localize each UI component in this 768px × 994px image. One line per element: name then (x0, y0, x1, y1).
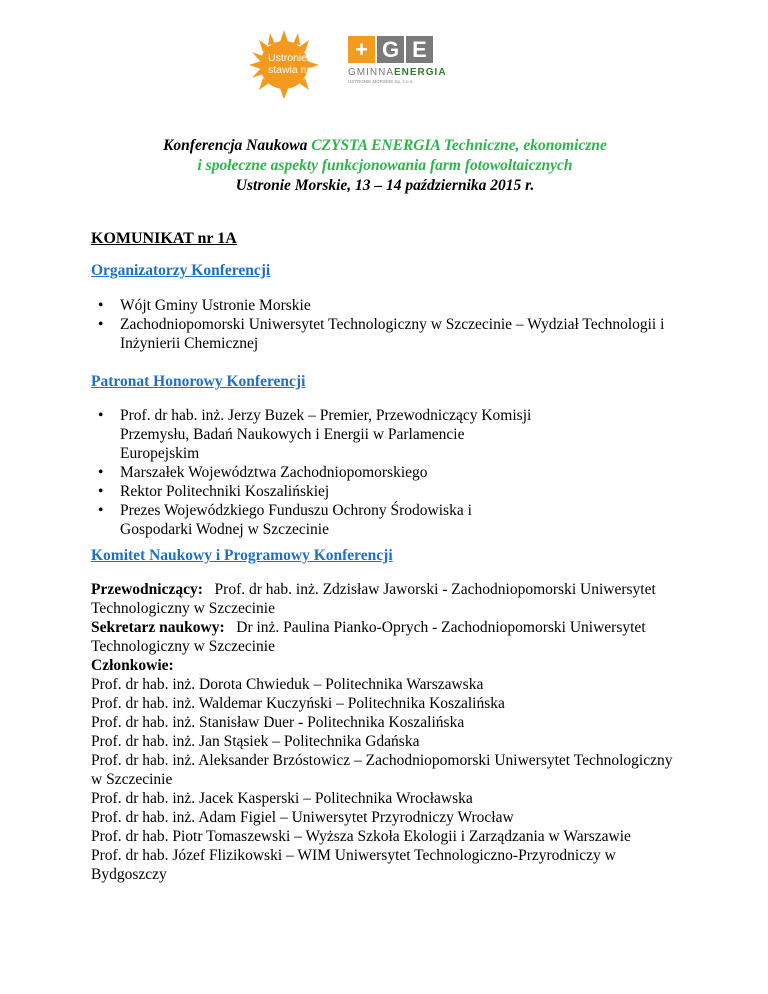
secretary-value: Dr inż. Paulina Pianko-Oprych - Zachodniopomorski Uniwersytet Technologiczny w Szczecinie (91, 619, 646, 655)
chair-label: Przewodniczący: (91, 581, 203, 598)
ge-plus-box: + (348, 36, 375, 63)
header-line1-prefix: Konferencja Naukowa (163, 137, 312, 154)
sun-logo-line2: stawia na słońce (268, 64, 346, 76)
komunikat-title: KOMUNIKAT nr 1A (91, 230, 237, 247)
chair-row (91, 580, 681, 618)
list-item: • Zachodniopomorski Uniwersytet Technologiczny w Szczecinie – Wydział Technologii i Inżynierii Chemicznej (98, 315, 678, 353)
secretary-row (91, 618, 681, 656)
member-row: Prof. dr hab. Piotr Tomaszewski – Wyższa Szkoła Ekologii i Zarządzania w Warszawie (91, 828, 631, 845)
header-line1-title: CZYSTA ENERGIA Techniczne, ekonomiczne (311, 137, 607, 154)
list-item: • Rektor Politechniki Koszalińskiej (98, 482, 538, 501)
member-row: Prof. dr hab. Józef Flizikowski – WIM Uniwersytet Technologiczno-Przyrodniczy w Bydgoszczy (91, 847, 616, 883)
ustronie-morskie-logo (238, 28, 347, 98)
members-label-text: Członkowie: (91, 657, 174, 674)
committee-body (91, 580, 681, 884)
ge-gmina-text: GMINNA (348, 67, 394, 78)
header-line1 (60, 136, 710, 156)
ge-energia-text: ENERGIA (394, 67, 447, 78)
conference-header (60, 136, 710, 196)
patronage-list (98, 406, 538, 539)
member-row: Prof. dr hab. inż. Jan Stąsiek – Politechnika Gdańska (91, 733, 420, 750)
member-row: Prof. dr hab. inż. Waldemar Kuczyński – Politechnika Koszalińska (91, 695, 505, 712)
list-item: • Prezes Wojewódzkiego Funduszu Ochrony Środowiska i Gospodarki Wodnej w Szczecinie (98, 501, 540, 539)
ge-e-box: E (406, 36, 433, 63)
header-line3-date: Ustronie Morskie, 13 – 14 października 2015 r. (235, 177, 535, 194)
ge-g-box: G (377, 36, 404, 63)
sun-logo-text (268, 52, 348, 76)
member-row: Prof. dr hab. inż. Aleksander Brzóstowicz – Zachodniopomorski Uniwersytet Technologiczny w Szczecinie (91, 752, 673, 788)
member-row: Prof. dr hab. inż. Jacek Kasperski – Politechnika Wrocławska (91, 790, 473, 807)
header-line2: i społeczne aspekty funkcjonowania farm fotowoltaicznych (197, 157, 573, 174)
committee-title: Komitet Naukowy i Programowy Konferencji (91, 547, 393, 564)
organizers-title: Organizatorzy Konferencji (91, 262, 271, 279)
sun-logo-line1: Ustronie Morskie (268, 52, 347, 64)
chair-value: Prof. dr hab. inż. Zdzisław Jaworski - Zachodniopomorski Uniwersytet Technologiczny w Szczecinie (91, 581, 656, 617)
list-item: • Wójt Gminy Ustronie Morskie (98, 296, 678, 315)
logos-header (238, 28, 538, 104)
ge-subtitle: USTRONIE MORSKIE Sp. z o.o. (348, 79, 414, 84)
member-row: Prof. dr hab. inż. Adam Figiel – Uniwersytet Przyrodniczy Wrocław (91, 809, 514, 826)
patronage-title: Patronat Honorowy Konferencji (91, 373, 306, 390)
secretary-label: Sekretarz naukowy: (91, 619, 225, 636)
members-label (91, 656, 681, 675)
ge-wordmark (348, 67, 447, 78)
member-row: Prof. dr hab. inż. Dorota Chwieduk – Politechnika Warszawska (91, 676, 484, 693)
organizers-list (98, 296, 678, 353)
member-row: Prof. dr hab. inż. Stanisław Duer - Politechnika Koszalińska (91, 714, 465, 731)
gminna-energia-logo (348, 36, 538, 96)
list-item: • Marszałek Województwa Zachodniopomorskiego (98, 463, 538, 482)
list-item: • Prof. dr hab. inż. Jerzy Buzek – Premier, Przewodniczący Komisji Przemysłu, Badań Naukowych i Energii w Parlamencie Europejskim (98, 406, 538, 463)
